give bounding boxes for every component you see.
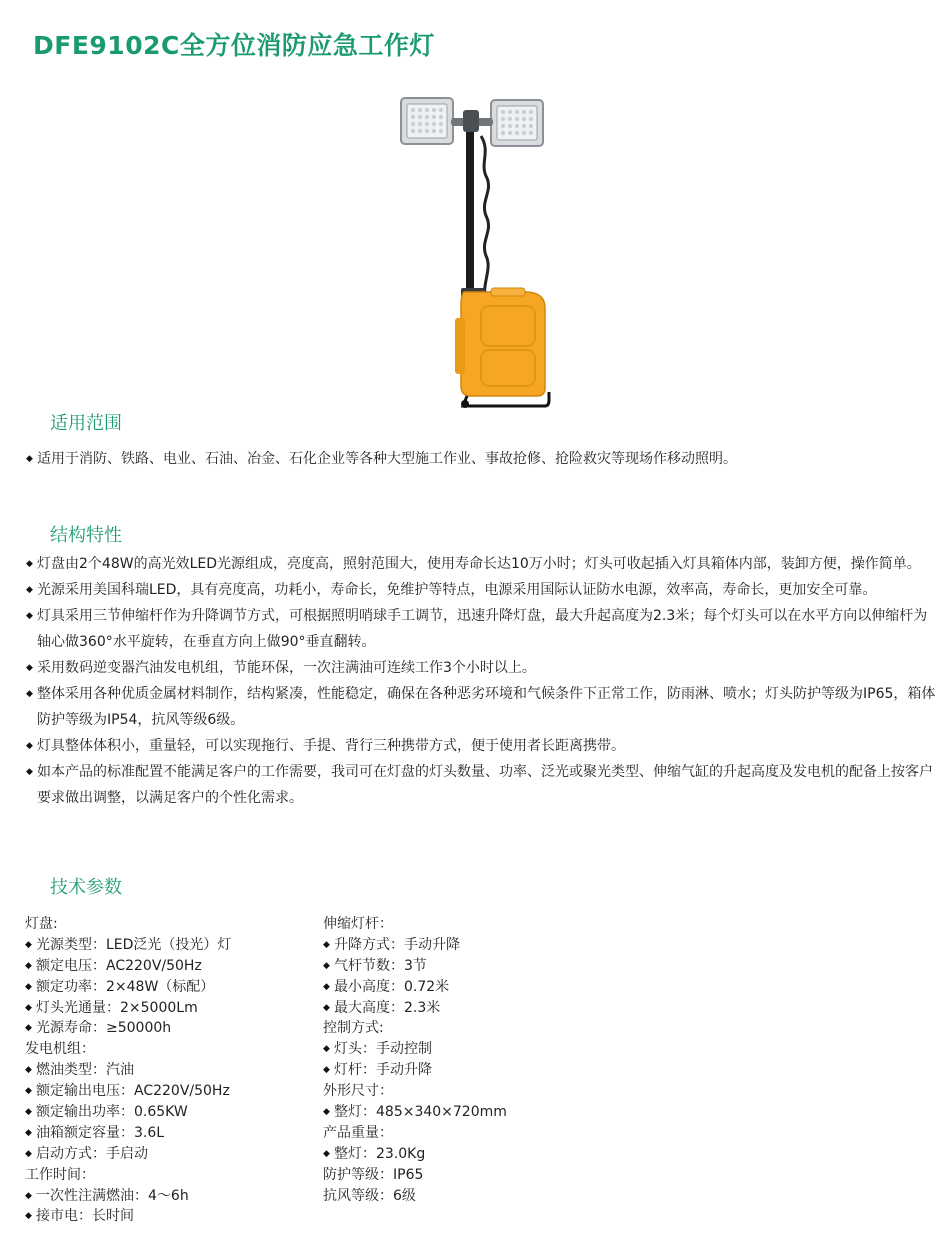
spec-item xyxy=(323,1102,507,1123)
spec-item xyxy=(25,1102,231,1123)
spec-item-text: 升降方式：手动升降 xyxy=(334,936,460,953)
diamond-bullet-icon: ◆ xyxy=(26,689,33,699)
yellow-case xyxy=(455,288,545,396)
spec-item xyxy=(25,1186,231,1207)
spec-item-text: 最大高度：2.3米 xyxy=(334,999,441,1016)
diamond-bullet-icon: ◆ xyxy=(323,1065,330,1076)
list-item xyxy=(26,733,938,759)
diamond-bullet-icon: ◆ xyxy=(25,960,32,971)
spec-item xyxy=(323,1060,507,1081)
diamond-bullet-icon: ◆ xyxy=(323,1044,330,1055)
spec-item xyxy=(25,935,231,956)
spec-item-text: 气杆节数：3节 xyxy=(334,957,427,974)
spec-group-label: 控制方式: xyxy=(323,1020,384,1037)
diamond-bullet-icon: ◆ xyxy=(25,1190,32,1201)
list-item-text: 适用于消防、铁路、电业、石油、冶金、石化企业等各种大型施工作业、事故抢修、抢险救灾等现场作移动照明。 xyxy=(37,451,737,467)
spec-item-text: 最小高度：0.72米 xyxy=(334,978,450,995)
diamond-bullet-icon: ◆ xyxy=(25,1107,32,1118)
product-image xyxy=(395,92,555,410)
list-item xyxy=(26,681,938,733)
diamond-bullet-icon: ◆ xyxy=(25,1023,32,1034)
diamond-bullet-icon: ◆ xyxy=(323,939,330,950)
scope-list xyxy=(26,446,938,472)
diamond-bullet-icon: ◆ xyxy=(323,1148,330,1159)
specs-right-column xyxy=(323,914,507,1206)
diamond-bullet-icon: ◆ xyxy=(25,1002,32,1013)
diamond-bullet-icon: ◆ xyxy=(26,741,33,751)
diamond-bullet-icon: ◆ xyxy=(26,663,33,673)
spec-group-label: 外形尺寸： xyxy=(323,1083,393,1100)
diamond-bullet-icon: ◆ xyxy=(26,559,33,569)
section-heading-features: 结构特性 xyxy=(50,525,122,546)
spec-item-text: 灯杆：手动升降 xyxy=(334,1062,432,1079)
spec-item xyxy=(25,956,231,977)
left-lamp-head xyxy=(401,98,453,144)
diamond-bullet-icon: ◆ xyxy=(323,960,330,971)
spec-item xyxy=(25,998,231,1019)
diamond-bullet-icon: ◆ xyxy=(25,1127,32,1138)
spec-item-text: 额定电压：AC220V/50Hz xyxy=(36,957,202,974)
spec-item-text: 油箱额定容量：3.6L xyxy=(36,1124,165,1141)
spec-item xyxy=(25,1144,231,1165)
list-item-text: 采用数码逆变器汽油发电机组，节能环保，一次注满油可连续工作3个小时以上。 xyxy=(37,660,536,676)
spec-item xyxy=(323,977,507,998)
spec-item xyxy=(323,956,507,977)
spec-item xyxy=(323,1144,507,1165)
spec-group-label: 发电机组： xyxy=(25,1041,95,1058)
spec-item-text: 灯头光通量：2×5000Lm xyxy=(36,999,198,1016)
spec-item-text: 额定输出电压：AC220V/50Hz xyxy=(36,1083,230,1100)
diamond-bullet-icon: ◆ xyxy=(26,585,33,595)
section-heading-scope: 适用范围 xyxy=(50,413,122,434)
list-item-text: 灯具采用三节伸缩杆作为升降调节方式，可根据照明哨球手工调节，迅速升降灯盘，最大升起高度为2.3米；每个灯头可以在水平方向以伸缩杆为轴心做360°水平旋转，在垂直方向上做90°垂直翻转。 xyxy=(37,608,928,650)
list-item-text: 灯盘由2个48W的高光效LED光源组成，亮度高，照射范围大，使用寿命长达10万小时；灯头可收起插入灯具箱体内部，装卸方便，操作简单。 xyxy=(37,556,921,572)
spec-item-text: 额定输出功率：0.65KW xyxy=(36,1104,188,1121)
list-item xyxy=(26,759,938,811)
spec-item-text: 整灯：485×340×720mm xyxy=(334,1104,507,1121)
spec-item xyxy=(25,1123,231,1144)
right-lamp-head xyxy=(491,100,543,146)
list-item-text: 如本产品的标准配置不能满足客户的工作需要，我司可在灯盘的灯头数量、功率、泛光或聚光类型、伸缩气缸的升起高度及发电机的配备上按客户要求做出调整，以满足客户的个性化需求。 xyxy=(37,764,933,806)
spec-item-text: 额定功率：2×48W（标配） xyxy=(36,978,215,995)
diamond-bullet-icon: ◆ xyxy=(323,981,330,992)
diamond-bullet-icon: ◆ xyxy=(25,1148,32,1159)
spec-item-text: 接市电：长时间 xyxy=(36,1208,134,1225)
diamond-bullet-icon: ◆ xyxy=(323,1107,330,1118)
diamond-bullet-icon: ◆ xyxy=(323,1002,330,1013)
spec-item xyxy=(25,1060,231,1081)
spec-group-label: 产品重量： xyxy=(323,1124,393,1141)
spec-item-text: 一次性注满燃油：4～6h xyxy=(36,1187,189,1204)
list-item xyxy=(26,551,938,577)
diamond-bullet-icon: ◆ xyxy=(25,1065,32,1076)
list-item xyxy=(26,577,938,603)
spec-group-label: 抗风等级：6级 xyxy=(323,1187,416,1204)
spec-item-text: 灯头：手动控制 xyxy=(334,1041,432,1058)
spec-item xyxy=(25,1018,231,1039)
page-title: DFE9102C全方位消防应急工作灯 xyxy=(33,31,435,60)
list-item-text: 灯具整体体积小，重量轻，可以实现拖行、手提、背行三种携带方式，便于使用者长距离携带。 xyxy=(37,738,625,754)
spec-group-label: 伸缩灯杆： xyxy=(323,916,393,932)
spec-item xyxy=(323,998,507,1019)
spec-item-text: 燃油类型：汽油 xyxy=(36,1062,134,1079)
diamond-bullet-icon: ◆ xyxy=(26,454,33,464)
spec-item xyxy=(323,1039,507,1060)
list-item xyxy=(26,603,938,655)
features-list xyxy=(26,551,938,811)
list-item xyxy=(26,446,938,472)
diamond-bullet-icon: ◆ xyxy=(26,611,33,621)
spec-item xyxy=(323,935,507,956)
spec-item-text: 整灯：23.0Kg xyxy=(334,1145,426,1162)
list-item-text: 整体采用各种优质金属材料制作，结构紧凑，性能稳定，确保在各种恶劣环境和气候条件下正常工作，防雨淋、喷水；灯头防护等级为IP65，箱体防护等级为IP54，抗风等级6级。 xyxy=(37,686,936,728)
spec-item-text: 光源寿命：≥50000h xyxy=(36,1020,172,1037)
spec-group-label: 工作时间： xyxy=(25,1166,95,1183)
section-heading-specs: 技术参数 xyxy=(50,877,122,898)
diamond-bullet-icon: ◆ xyxy=(25,981,32,992)
specs-left-column xyxy=(25,914,231,1227)
spec-group-label: 灯盘: xyxy=(25,916,58,932)
diamond-bullet-icon: ◆ xyxy=(25,1086,32,1097)
spec-item xyxy=(25,1081,231,1102)
spec-item-text: 光源类型：LED泛光（投光）灯 xyxy=(36,936,232,953)
diamond-bullet-icon: ◆ xyxy=(26,767,33,777)
spec-group-label: 防护等级：IP65 xyxy=(323,1166,424,1183)
list-item-text: 光源采用美国科瑞LED，具有亮度高，功耗小，寿命长，免维护等特点，电源采用国际认证防水电源，效率高，寿命长，更加安全可靠。 xyxy=(37,582,877,598)
spec-item-text: 启动方式：手启动 xyxy=(36,1145,148,1162)
list-item xyxy=(26,655,938,681)
spec-item xyxy=(25,977,231,998)
diamond-bullet-icon: ◆ xyxy=(25,1211,32,1222)
diamond-bullet-icon: ◆ xyxy=(25,939,32,950)
spec-item xyxy=(25,1206,231,1227)
